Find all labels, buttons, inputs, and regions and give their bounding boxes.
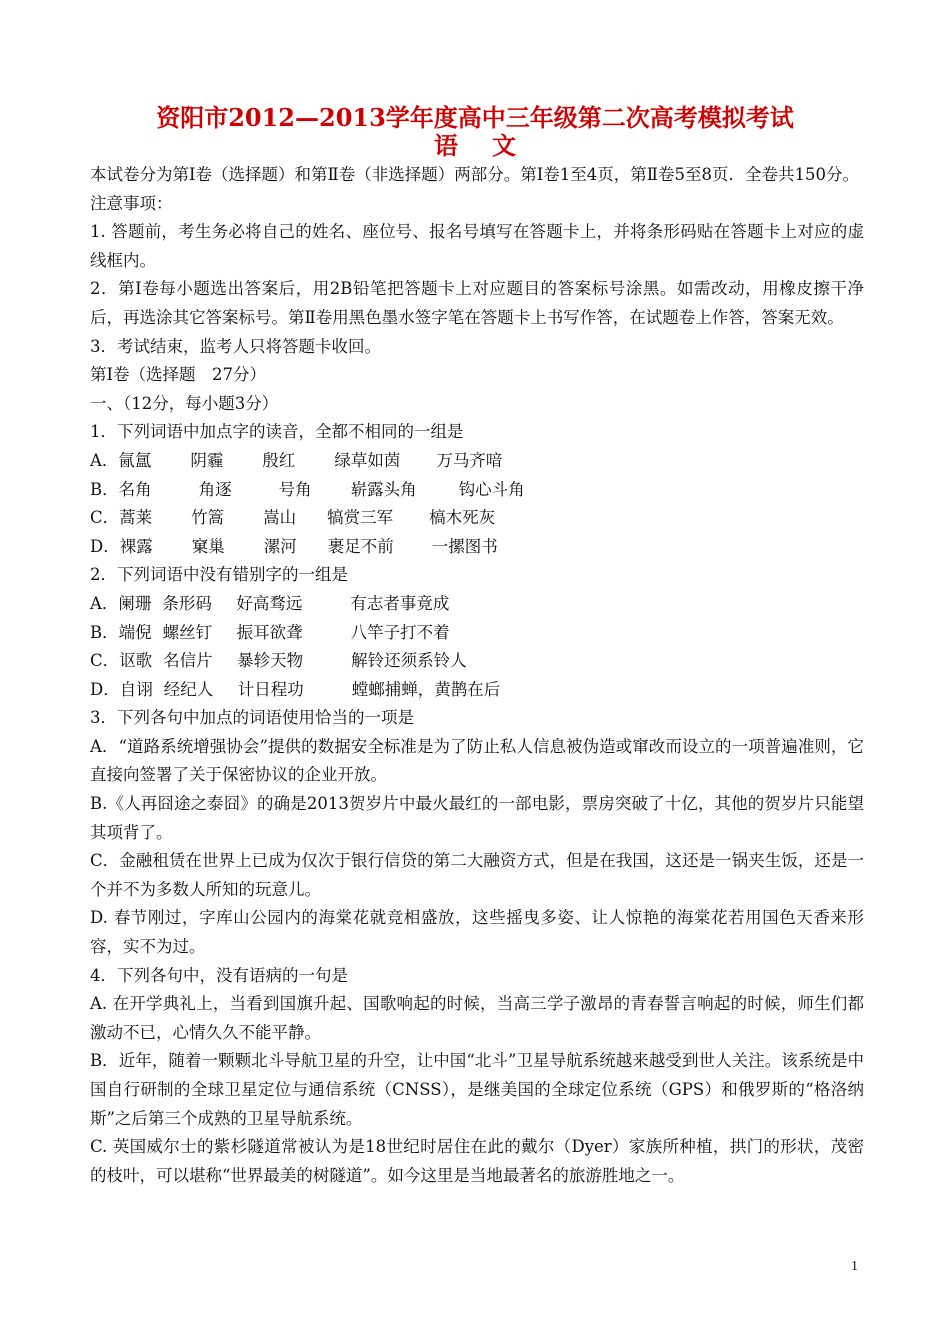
option-word: 端倪: [118, 622, 152, 642]
option-word: 名信片: [163, 651, 213, 671]
option-label: C．: [90, 508, 120, 528]
page-number: 1: [851, 1259, 858, 1274]
option-word: 绿草如茵: [334, 450, 401, 470]
option-word: 竹篙: [191, 508, 225, 528]
option-label: D．: [90, 679, 120, 699]
option-word: 计日程功: [237, 679, 304, 699]
option-word: 振耳欲聋: [236, 622, 303, 642]
question-stem: 2．下列词语中没有错别字的一组是: [90, 565, 348, 585]
option-word: 氤氲: [118, 450, 152, 470]
option-word: 嵩山: [263, 508, 297, 528]
intro-paragraph: 本试卷分为第Ⅰ卷（选择题）和第Ⅱ卷（非选择题）两部分。第Ⅰ卷1至4页，第Ⅱ卷5至8页．全卷共150分。: [90, 165, 859, 184]
question-stem: 1．下列词语中加点字的读音，全都不相同的一组是: [90, 422, 464, 442]
option-word: 八竿子打不着: [350, 622, 450, 642]
option-word: 阴霾: [190, 450, 224, 470]
option-paragraph: B．近年，随着一颗颗北斗导航卫星的升空，让中国“北斗”卫星导航系统越来越受到世人关注。该系统是中国自行研制的全球卫星定位与通信系统（CNSS），是继美国的全球定位系统（GPS）和俄罗斯的“格洛纳斯”之后第三个成熟的卫星导航系统。: [90, 1051, 864, 1128]
option-word: 讴歌: [119, 651, 153, 671]
option-word: 裸露: [119, 536, 153, 556]
option-word: 阑珊: [118, 593, 152, 613]
option-word: 解铃还须系铃人: [351, 651, 467, 671]
subject-title: 语文: [434, 131, 550, 160]
option-word: 窠巢: [191, 536, 225, 556]
option-paragraph: C．金融租赁在世界上已成为仅次于银行信贷的第二大融资方式，但是在我国，这还是一锅夹生饭，还是一个并不为多数人所知的玩意儿。: [90, 851, 864, 899]
option-word: 经纪人: [163, 679, 214, 699]
question-stem: 3．下列各句中加点的词语使用恰当的一项是: [90, 708, 414, 728]
option-word: 犒赏三军: [327, 508, 394, 528]
option-word: 万马齐喑: [436, 450, 503, 470]
exam-body: [90, 161, 864, 1190]
option-row: [90, 504, 864, 533]
notice-heading: 注意事项：: [90, 193, 173, 213]
option-word: 自诩: [119, 679, 153, 699]
option-paragraph: A．“道路系统增强协会”提供的数据安全标准是为了防止私人信息被伪造或窜改而设立的一项普遍准则，它直接向签署了关于保密协议的企业开放。: [90, 736, 864, 785]
option-label: A．: [90, 593, 119, 613]
option-word: 崭露头角: [350, 479, 417, 499]
option-word: 条形码: [162, 593, 212, 613]
option-paragraph: B.《人再囧途之泰囧》的确是2013贺岁片中最火最红的一部电影，票房突破了十亿，其他的贺岁片只能望其项背了。: [90, 794, 864, 842]
question-stem: 4．下列各句中，没有语病的一句是: [90, 965, 348, 985]
option-word: 角逐: [198, 479, 232, 499]
option-word: 号角: [278, 479, 312, 499]
option-word: 有志者事竟成: [350, 593, 450, 613]
option-word: 螺丝钉: [162, 622, 213, 642]
option-word: 漯河: [263, 536, 297, 556]
option-word: 裹足不前: [327, 536, 394, 556]
option-row: [90, 590, 864, 619]
option-word: 名角: [118, 479, 152, 499]
option-paragraph: D. 春节刚过，字库山公园内的海棠花就竞相盛放，这些摇曳多姿、让人惊艳的海棠花若用国色天香来形容，实不为过。: [90, 908, 864, 957]
option-row: [90, 447, 864, 476]
option-label: B．: [90, 479, 119, 499]
option-label: A．: [90, 450, 119, 470]
option-row: [90, 676, 864, 705]
option-word: 暴轸天物: [237, 651, 304, 671]
option-row: [90, 476, 864, 505]
notice-item: 3．考试结束，监考人只将答题卡收回。: [90, 336, 381, 356]
part-heading: 第Ⅰ卷（选择题 27分）: [90, 365, 267, 385]
option-paragraph: C. 英国威尔士的紫杉隧道常被认为是18世纪时居住在此的戴尔（Dyer）家族所种植，拱门的形状，茂密的枝叶，可以堪称“世界最美的树隧道”。如今这里是当地最著名的旅游胜地之一。: [90, 1137, 864, 1185]
option-word: 槁木死灰: [429, 508, 496, 528]
notice-item: 2．第Ⅰ卷每小题选出答案后，用2B铅笔把答题卡上对应题目的答案标号涂黑。如需改动，用橡皮擦干净后，再选涂其它答案标号。第Ⅱ卷用黑色墨水签字笔在答题卡上书写作答，在试题卷上作答，答案无效。: [90, 279, 864, 327]
option-word: 螳螂捕蝉，黄鹊在后: [351, 679, 501, 699]
option-word: 钩心斗角: [458, 479, 525, 499]
option-label: D．: [90, 536, 120, 556]
option-label: B．: [90, 622, 119, 642]
option-row: [90, 533, 864, 562]
option-word: 蒿莱: [119, 508, 153, 528]
option-row: [90, 647, 864, 676]
option-word: 好高骛远: [236, 593, 303, 613]
option-label: C．: [90, 651, 120, 671]
option-row: [90, 619, 864, 648]
exam-title: 资阳市2012—2013学年度高中三年级第二次高考模拟考试: [156, 103, 794, 132]
option-word: 一摞图书: [431, 536, 498, 556]
option-paragraph: A. 在开学典礼上，当看到国旗升起、国歌响起的时候，当高三学子激昂的青春誓言响起的时候，师生们都激动不已，心情久久不能平静。: [90, 994, 864, 1042]
notice-item: 1. 答题前，考生务必将自己的姓名、座位号、报名号填写在答题卡上，并将条形码贴在答题卡上对应的虚线框内。: [90, 222, 864, 270]
section-heading: 一、（12分，每小题3分）: [90, 393, 279, 413]
option-word: 殷红: [262, 450, 296, 470]
